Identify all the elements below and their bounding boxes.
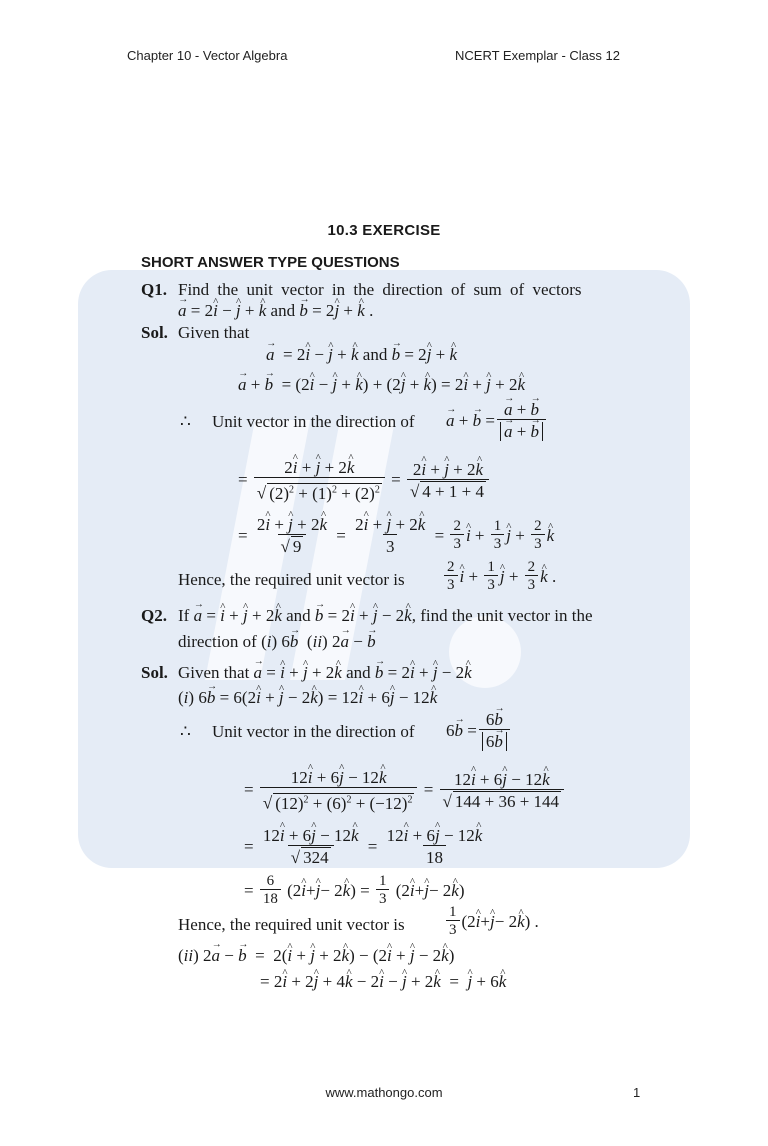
q2-label: Q2.	[141, 606, 167, 625]
q2-therefore: ∴	[180, 722, 191, 741]
q2-step1: = $\frac{12\^{} i + 6\^{} j - 12\^{} k}{√ (12)^2 + (6)^2 + (-12)^2}$ = $\frac{12\^{} i + 6\^{} j - 12\^{} k}{√ 144 + 36 + 144}$	[244, 768, 566, 813]
q1-text: Find the unit vector in the direction of sum of vectors	[178, 280, 582, 299]
header-book: NCERT Exemplar - Class 12	[455, 48, 620, 63]
q1-sol-label: Sol.	[141, 323, 168, 342]
q1-eq1: → a = 2^ i − ^ j + ^ k and → b = 2^ j + ^ k	[266, 345, 457, 365]
q1-eq2: → a + → b = (2^ i − ^ j + ^ k) + (2^ j + ^ k) = 2^ i + ^ j + 2^ k	[238, 375, 525, 395]
q1-unit-expr: → a + → b = → a + → b → a + → b	[446, 400, 548, 441]
q2-hence: Hence, the required unit vector is	[178, 915, 405, 934]
q2-answer: $\frac{1}{3}$ (2 ^ i + ^ j − 2 ^ k ) .	[444, 905, 539, 938]
q2-part-i: (i) 6→ b = 6(2^ i + ^ j − 2^ k) = 12^ i + 6^ j − 12^ k	[178, 688, 437, 708]
footer-url: www.mathongo.com	[325, 1085, 443, 1100]
q1-given: Given that	[178, 323, 250, 342]
header-chapter: Chapter 10 - Vector Algebra	[127, 48, 288, 63]
q2-direction: direction of (i) 6→ b (ii) 2→ a − → b	[178, 632, 376, 652]
q1-therefore: ∴	[180, 412, 191, 431]
q1-step1: = $\frac{2\^{} i + \^{} j + 2\^{} k}{√ (2)^2 + (1)^2 + (2)^2}$ = $\frac{2\^{} i + \^{} j + 2\^{} k}{√ 4 + 1 + 4}$	[238, 458, 491, 503]
q1-unit-text: Unit vector in the direction of	[212, 412, 415, 431]
q2-sol-label: Sol.	[141, 663, 168, 682]
q2-part-ii: (ii) 2→ a − → b = 2(^ i + ^ j + 2^ k) − (2^ i + ^ j − 2^ k)	[178, 946, 454, 966]
q1-answer: $\frac{2}{3}$ ^ i + $\frac{1}{3}$ ^ j + $\frac{2}{3}$ ^ k .	[442, 560, 556, 593]
q1-step2: = $\frac{2\^{} i + \^{} j + 2\^{} k}{√ 9}$ = $\frac{2\^{} i + \^{} j + 2\^{} k}{3}$ = $\frac{2}{3}$ ^ i + $\frac{1}{3}$ ^ j + $\frac{2}{3}$ ^ k	[238, 515, 554, 556]
q1-hence: Hence, the required unit vector is	[178, 570, 405, 589]
q2-step2: = $\frac{12\^{} i + 6\^{} j - 12\^{} k}{√ 324}$ = $\frac{12\^{} i + 6\^{} j - 12\^{} k}{18}$	[244, 826, 487, 867]
section-heading: SHORT ANSWER TYPE QUESTIONS	[141, 254, 400, 271]
page-number: 1	[633, 1085, 641, 1100]
q1-vectors: → a = 2^ i − ^ j + ^ k and → b = 2^ j + ^ k .	[178, 301, 373, 321]
q2-step3: = $\frac{6}{18}$ (2 ^ i + ^ j − 2 ^ k ) = $\frac{1}{3}$ (2 ^ i + ^ j − 2 ^ k )	[244, 874, 465, 907]
q2-part-ii-result: = 2^ i + 2^ j + 4^ k − 2^ i − ^ j + 2^ k = ^ j + 6^ k	[260, 972, 506, 992]
q1-label: Q1.	[141, 280, 167, 299]
q2-unit-expr: 6 → b = $\frac{6\to b}{6\to b}$	[446, 710, 512, 751]
q2-unit-text: Unit vector in the direction of	[212, 722, 415, 741]
exercise-title: 10.3 EXERCISE	[327, 222, 441, 239]
q2-given: Given that → a = ^ i + ^ j + 2^ k and → b = 2^ i + ^ j − 2^ k	[178, 663, 472, 683]
q2-text: If → a = ^ i + ^ j + 2^ k and → b = 2^ i + ^ j − 2^ k, find the unit vector in the	[178, 606, 593, 626]
